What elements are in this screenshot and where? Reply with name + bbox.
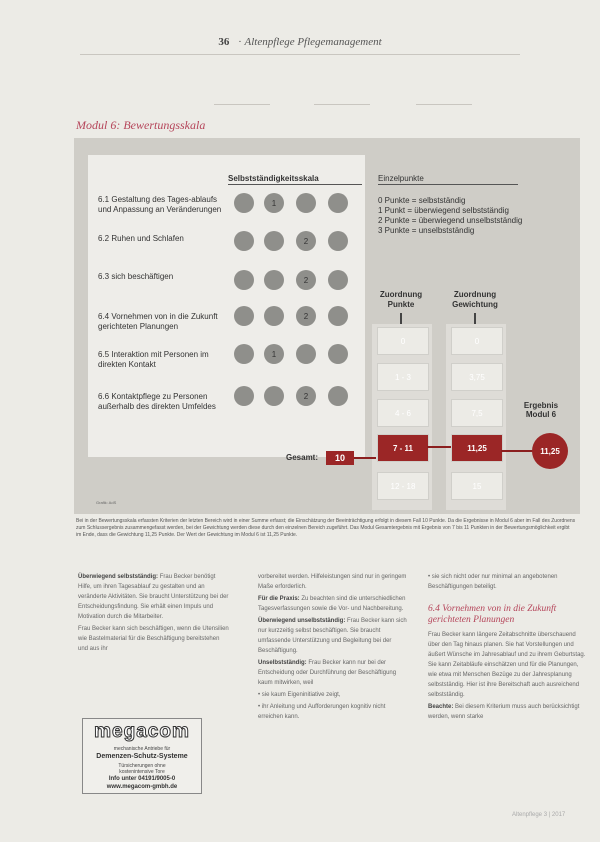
link-gesamt-to-points	[354, 457, 376, 459]
scale-item-6: 6.6 Kontaktpflege zu Personen außerhalb des direkten Umfeldes	[98, 392, 216, 411]
scale-item-3: 6.3 sich beschäftigen	[98, 272, 174, 281]
scale-dot-1-1: 1	[264, 193, 284, 213]
scale-dot-6-2: 2	[296, 386, 316, 406]
header-rule	[80, 54, 520, 55]
scale-dot-3-1	[264, 270, 284, 290]
weighting-box-1: 3,75	[451, 363, 503, 391]
legend-line-3: 3 Punkte = unselbstständig	[378, 226, 475, 235]
scale-item-1: 6.1 Gestaltung des Tages-ablaufs und Anpassung an Veränderungen	[98, 195, 222, 214]
link-points-to-weighting	[427, 446, 451, 448]
rule-mid	[314, 104, 370, 105]
legend-title-rule	[378, 184, 518, 185]
col3-para2: Bei diesem Kriterium muss auch berücksichtigt werden, wenn starke	[428, 704, 580, 720]
ad-line-1: mechanische Antriebe für	[113, 746, 171, 752]
figure-caption: Bei in der Bewertungsskala erfassten Kriterien der letzten Bereich wird in einer Summe erfasst; die Einschätzung der Beeinträchtigung erfolgt in diesem Fall 10 Punkte. Da die Ergebnisse in Modul 6 aber im Fall des Zuordnens zum Schlussergebnis zusammengefasst werden, bei der Gewichtung werden diese durch den einzelnen Bereich zugeführt. Das Modul Gesamtergebnis mit Ergebnis von 7 bis 11 Punkten in der Bewertungsmöglichkeit ergibt im Ende, dass die Gewichtung 11,25 Punkte. Der Wert der Gewichtung im Modul 6 ist 11,25 Punkte.	[76, 518, 576, 538]
result-value: 11,25	[532, 433, 568, 469]
page-number: 36	[218, 36, 230, 48]
column-header-weighting: Zuordnung Gewichtung	[452, 290, 498, 309]
header-separator: ·	[238, 36, 242, 48]
col1-para2: Frau Becker kann sich beschäftigen, wenn die Utensilien wie Bastelmaterial für die Beschäftigung bereitstehen und aus ihr	[78, 626, 229, 652]
section-title: Modul 6: Bewertungsskala	[76, 118, 206, 132]
legend-title: Einzelpunkte	[378, 174, 424, 183]
scale-dot-6-3	[328, 386, 348, 406]
weighting-box-0: 0	[451, 327, 503, 355]
col2-lead2: Für die Praxis:	[258, 596, 300, 602]
scale-dot-2-3	[328, 231, 348, 251]
scale-dot-5-2	[296, 344, 316, 364]
col2-lead4: Unselbstständig:	[258, 660, 307, 666]
scale-dot-3-3	[328, 270, 348, 290]
points-box-2: 4 - 6	[377, 399, 429, 427]
link-weighting-to-result	[501, 450, 533, 452]
scale-dot-2-0	[234, 231, 254, 251]
scale-dot-3-2: 2	[296, 270, 316, 290]
ad-phone: Info unter 04191/9005-0	[108, 776, 176, 782]
points-box-3: 7 - 11	[377, 434, 429, 462]
scale-dot-1-3	[328, 193, 348, 213]
footer-text: Altenpflege 3 | 2017	[512, 812, 566, 818]
scale-dot-4-0	[234, 306, 254, 326]
weighting-box-2: 7,5	[451, 399, 503, 427]
col2-para2: Zu beachten sind die unterschiedlichen Tagesverfassungen sowie die Vor- und Nachbereitung.	[258, 596, 406, 612]
scale-dot-1-0	[234, 193, 254, 213]
header-title: Altenpflege Pflegemanagement	[244, 36, 382, 48]
scale-dot-5-3	[328, 344, 348, 364]
col3-bullet: sie sich nicht oder nur minimal an angebotenen Beschäftigungen beteiligt.	[428, 574, 558, 590]
gesamt-value: 10	[326, 451, 354, 465]
scale-dot-2-2: 2	[296, 231, 316, 251]
legend-line-2: 2 Punkte = überwiegend unselbstständig	[378, 216, 523, 225]
scale-dot-2-1	[264, 231, 284, 251]
col2-para4: Frau Becker kann nur bei der Entscheidung oder Durchführung der Beschäftigung kaum mitwirken, weil	[258, 660, 397, 686]
col2-bullet-1: ihr Anleitung und Aufforderungen kognitiv nicht erreichen kann.	[258, 704, 386, 720]
ad-line-3: kostenintensive Tore	[119, 769, 165, 775]
scale-dot-3-0	[234, 270, 254, 290]
col3-lead2: Beachte:	[428, 704, 454, 710]
col2-para1: vorbereitet werden. Hilfeleistungen sind nur in geringem Maße erforderlich.	[258, 574, 407, 590]
scale-dot-1-2	[296, 193, 316, 213]
scale-dot-6-0	[234, 386, 254, 406]
scale-header-rule	[228, 184, 362, 185]
scale-header: Selbstständigkeitsskala	[228, 174, 319, 183]
gesamt-label: Gesamt:	[286, 453, 319, 462]
col2-lead3: Überwiegend unselbstständig:	[258, 618, 346, 624]
col2-bullet-0: sie kaum Eigeninitiative zeigt,	[261, 692, 341, 698]
scale-dot-5-1: 1	[264, 344, 284, 364]
scale-dot-4-1	[264, 306, 284, 326]
rule-right	[416, 104, 472, 105]
scale-dot-5-0	[234, 344, 254, 364]
weighting-box-3: 11,25	[451, 434, 503, 462]
text-column-3: • sie sich nicht oder nur minimal an angebotenen Beschäftigungen beteiligt.	[428, 574, 558, 590]
text-column-2: vorbereitet werden. Hilfeleistungen sind nur in geringem Maße erforderlich. Für die Praxis: Zu beachten sind die unterschiedlichen Tagesverfassungen sowie die Vor- und Nachbereitung. Überwiegend unselbstständig: Frau Becker kann sich nur kurzzeitig selbst beschäftigen. Sie braucht umfassende Unterstützung und Begleitung bei der Beschäftigung. Unselbstständig: Frau Becker kann nur bei der Entscheidung oder Durchführung der Beschäftigung kaum mitwirken, weil • sie kaum Eigeninitiative zeigt, • ihr Anleitung und Aufforderungen kognitiv nicht erreichen kann.	[258, 574, 407, 720]
scale-dot-4-2: 2	[296, 306, 316, 326]
result-label-text: Ergebnis Modul 6	[523, 401, 559, 419]
points-box-4: 12 - 18	[377, 472, 429, 500]
legend-line-1: 1 Punkt = überwiegend selbstständig	[378, 206, 509, 215]
scale-item-2: 6.2 Ruhen und Schlafen	[98, 234, 184, 243]
text-column-1	[78, 572, 230, 656]
points-box-1: 1 - 3	[377, 363, 429, 391]
result-label	[522, 401, 570, 419]
col1-para1: Frau Becker benötigt Hilfe, um ihren Tagesablauf zu gestalten und an veränderte Aktivitäten. Sie braucht Unterstützung bei der Entscheidungsfindung. Sie erhält einen Impuls und Motivation durch die Mitarbeiter.	[78, 574, 229, 620]
weighting-box-4: 15	[451, 472, 503, 500]
text-column-3-body	[428, 630, 588, 724]
scale-item-4: 6.4 Vornehmen von in die Zukunft gerichteten Planungen	[98, 312, 218, 331]
ad-website[interactable]: www.megacom-gmbh.de	[106, 784, 178, 790]
rule-left	[214, 104, 270, 105]
running-header	[0, 36, 600, 48]
scale-dot-6-1	[264, 386, 284, 406]
figure-credit: Grafik: AdS	[96, 500, 117, 505]
subsection-heading: 6.4 Vornehmen von in die Zukunft gerichteten Planungen	[428, 604, 557, 625]
scale-item-5: 6.5 Interaktion mit Personen im direkten Kontakt	[98, 350, 209, 369]
scale-dot-4-3	[328, 306, 348, 326]
col3-para1: Frau Becker kann längere Zeitabschnitte überschauend über den Tag hinaus planen. Sie hat Vorstellungen und äußert Wünsche im Jahresablauf und zu ihrem Geburtstag. Sie kann Zeitabläufe einschätzen und für die Planungen, wie etwa mit Menschen Bezüge zu der Jahresplanung selbstständig. Hier ist ihre Bereitschaft auch ausreichend selbstständig.	[428, 632, 586, 698]
col1-lead: Überwiegend selbstständig:	[78, 574, 159, 580]
legend-line-0: 0 Punkte = selbstständig	[378, 196, 466, 205]
ad-title: Demenzen-Schutz-Systeme	[96, 753, 188, 760]
megacom-logo: megacom	[94, 721, 190, 742]
column-header-points: Zuordnung Punkte	[379, 290, 423, 309]
points-box-0: 0	[377, 327, 429, 355]
col2-para3: Frau Becker kann sich nur kurzzeitig selbst beschäftigen. Sie braucht umfassende Unterstützung und Begleitung bei der Beschäftigung.	[258, 618, 407, 654]
ad-line-2: Türsicherungen ohne	[118, 763, 166, 769]
advertisement[interactable]	[82, 718, 202, 794]
